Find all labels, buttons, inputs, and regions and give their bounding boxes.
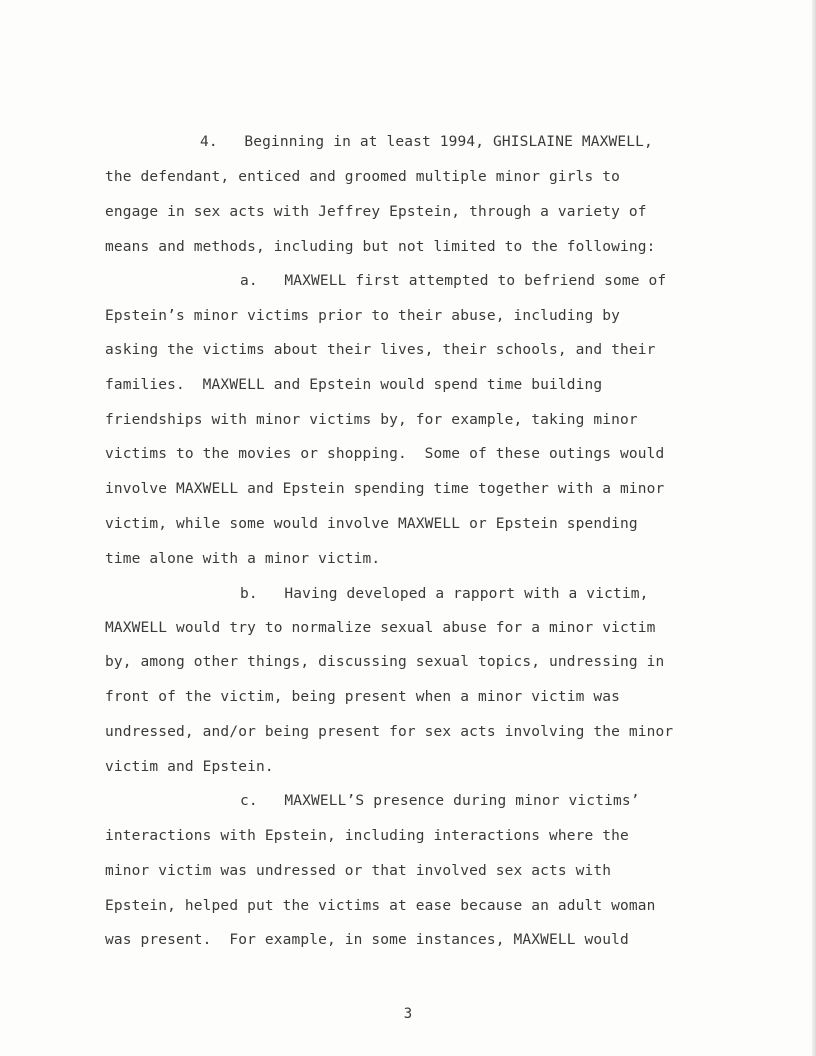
body-line: the defendant, enticed and groomed multiple minor girls to [105, 169, 621, 185]
body-line: victims to the movies or shopping. Some of these outings would [105, 446, 665, 462]
body-line: b. Having developed a rapport with a victim, [240, 586, 649, 602]
body-line: families. MAXWELL and Epstein would spend time building [105, 377, 603, 393]
body-line: undressed, and/or being present for sex acts involving the minor [105, 724, 674, 740]
body-line: asking the victims about their lives, their schools, and their [105, 342, 656, 358]
body-line: involve MAXWELL and Epstein spending time together with a minor [105, 481, 665, 497]
body-line: MAXWELL would try to normalize sexual abuse for a minor victim [105, 620, 656, 636]
body-line: minor victim was undressed or that involved sex acts with [105, 863, 612, 879]
body-line: 4. Beginning in at least 1994, GHISLAINE MAXWELL, [200, 134, 653, 150]
body-line: friendships with minor victims by, for example, taking minor [105, 412, 638, 428]
body-line: victim, while some would involve MAXWELL or Epstein spending [105, 516, 638, 532]
body-line: a. MAXWELL first attempted to befriend some of [240, 273, 667, 289]
body-line: was present. For example, in some instances, MAXWELL would [105, 932, 629, 948]
body-line: Epstein’s minor victims prior to their abuse, including by [105, 308, 621, 324]
body-line: by, among other things, discussing sexual topics, undressing in [105, 654, 665, 670]
scan-edge [812, 0, 816, 1056]
body-line: engage in sex acts with Jeffrey Epstein, through a variety of [105, 204, 647, 220]
body-line: c. MAXWELL’S presence during minor victims’ [240, 793, 640, 809]
body-line: front of the victim, being present when a minor victim was [105, 689, 621, 705]
body-line: interactions with Epstein, including interactions where the [105, 828, 629, 844]
body-line: means and methods, including but not limited to the following: [105, 239, 656, 255]
body-line: Epstein, helped put the victims at ease because an adult woman [105, 898, 656, 914]
page-number: 3 [403, 1006, 413, 1022]
body-line: victim and Epstein. [105, 759, 274, 775]
body-line: time alone with a minor victim. [105, 551, 381, 567]
